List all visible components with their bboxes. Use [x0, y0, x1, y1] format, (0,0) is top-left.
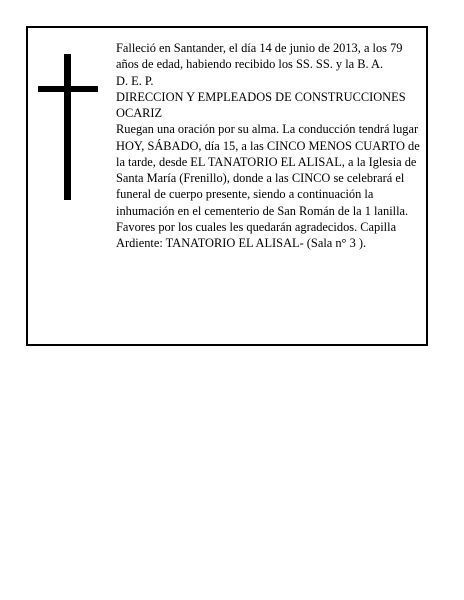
sender-line: DIRECCION Y EMPLEADOS DE CONSTRUCCIONES OCARIZ [116, 89, 406, 120]
obituary-notice [26, 26, 428, 346]
cross-vertical-bar [64, 54, 71, 200]
cross-icon [38, 54, 98, 200]
notice-text [116, 40, 422, 251]
cross-horizontal-bar [38, 86, 98, 92]
rip-line: D. E. P. [116, 73, 154, 88]
death-announcement: Falleció en Santander, el día 14 de junio de 2013, a los 79 años de edad, habiendo recibido los SS. SS. y la B. A. [116, 41, 403, 72]
funeral-details: Ruegan una oración por su alma. La conducción tendrá lugar HOY, SÁBADO, día 15, a las CINCO MENOS CUARTO de la tarde, desde EL TANATORIO EL ALISAL, a la Iglesia de Santa María (Frenillo), donde a las CINCO se celebrará el funeral de cuerpo presente, siendo a continuación la inhumación en el cementerio de San Román de la 1 lanilla. Favores por los cuales les quedarán agradecidos. Capilla Ardiente: TANATORIO EL ALISAL- (Sala n° 3 ). [116, 122, 420, 250]
